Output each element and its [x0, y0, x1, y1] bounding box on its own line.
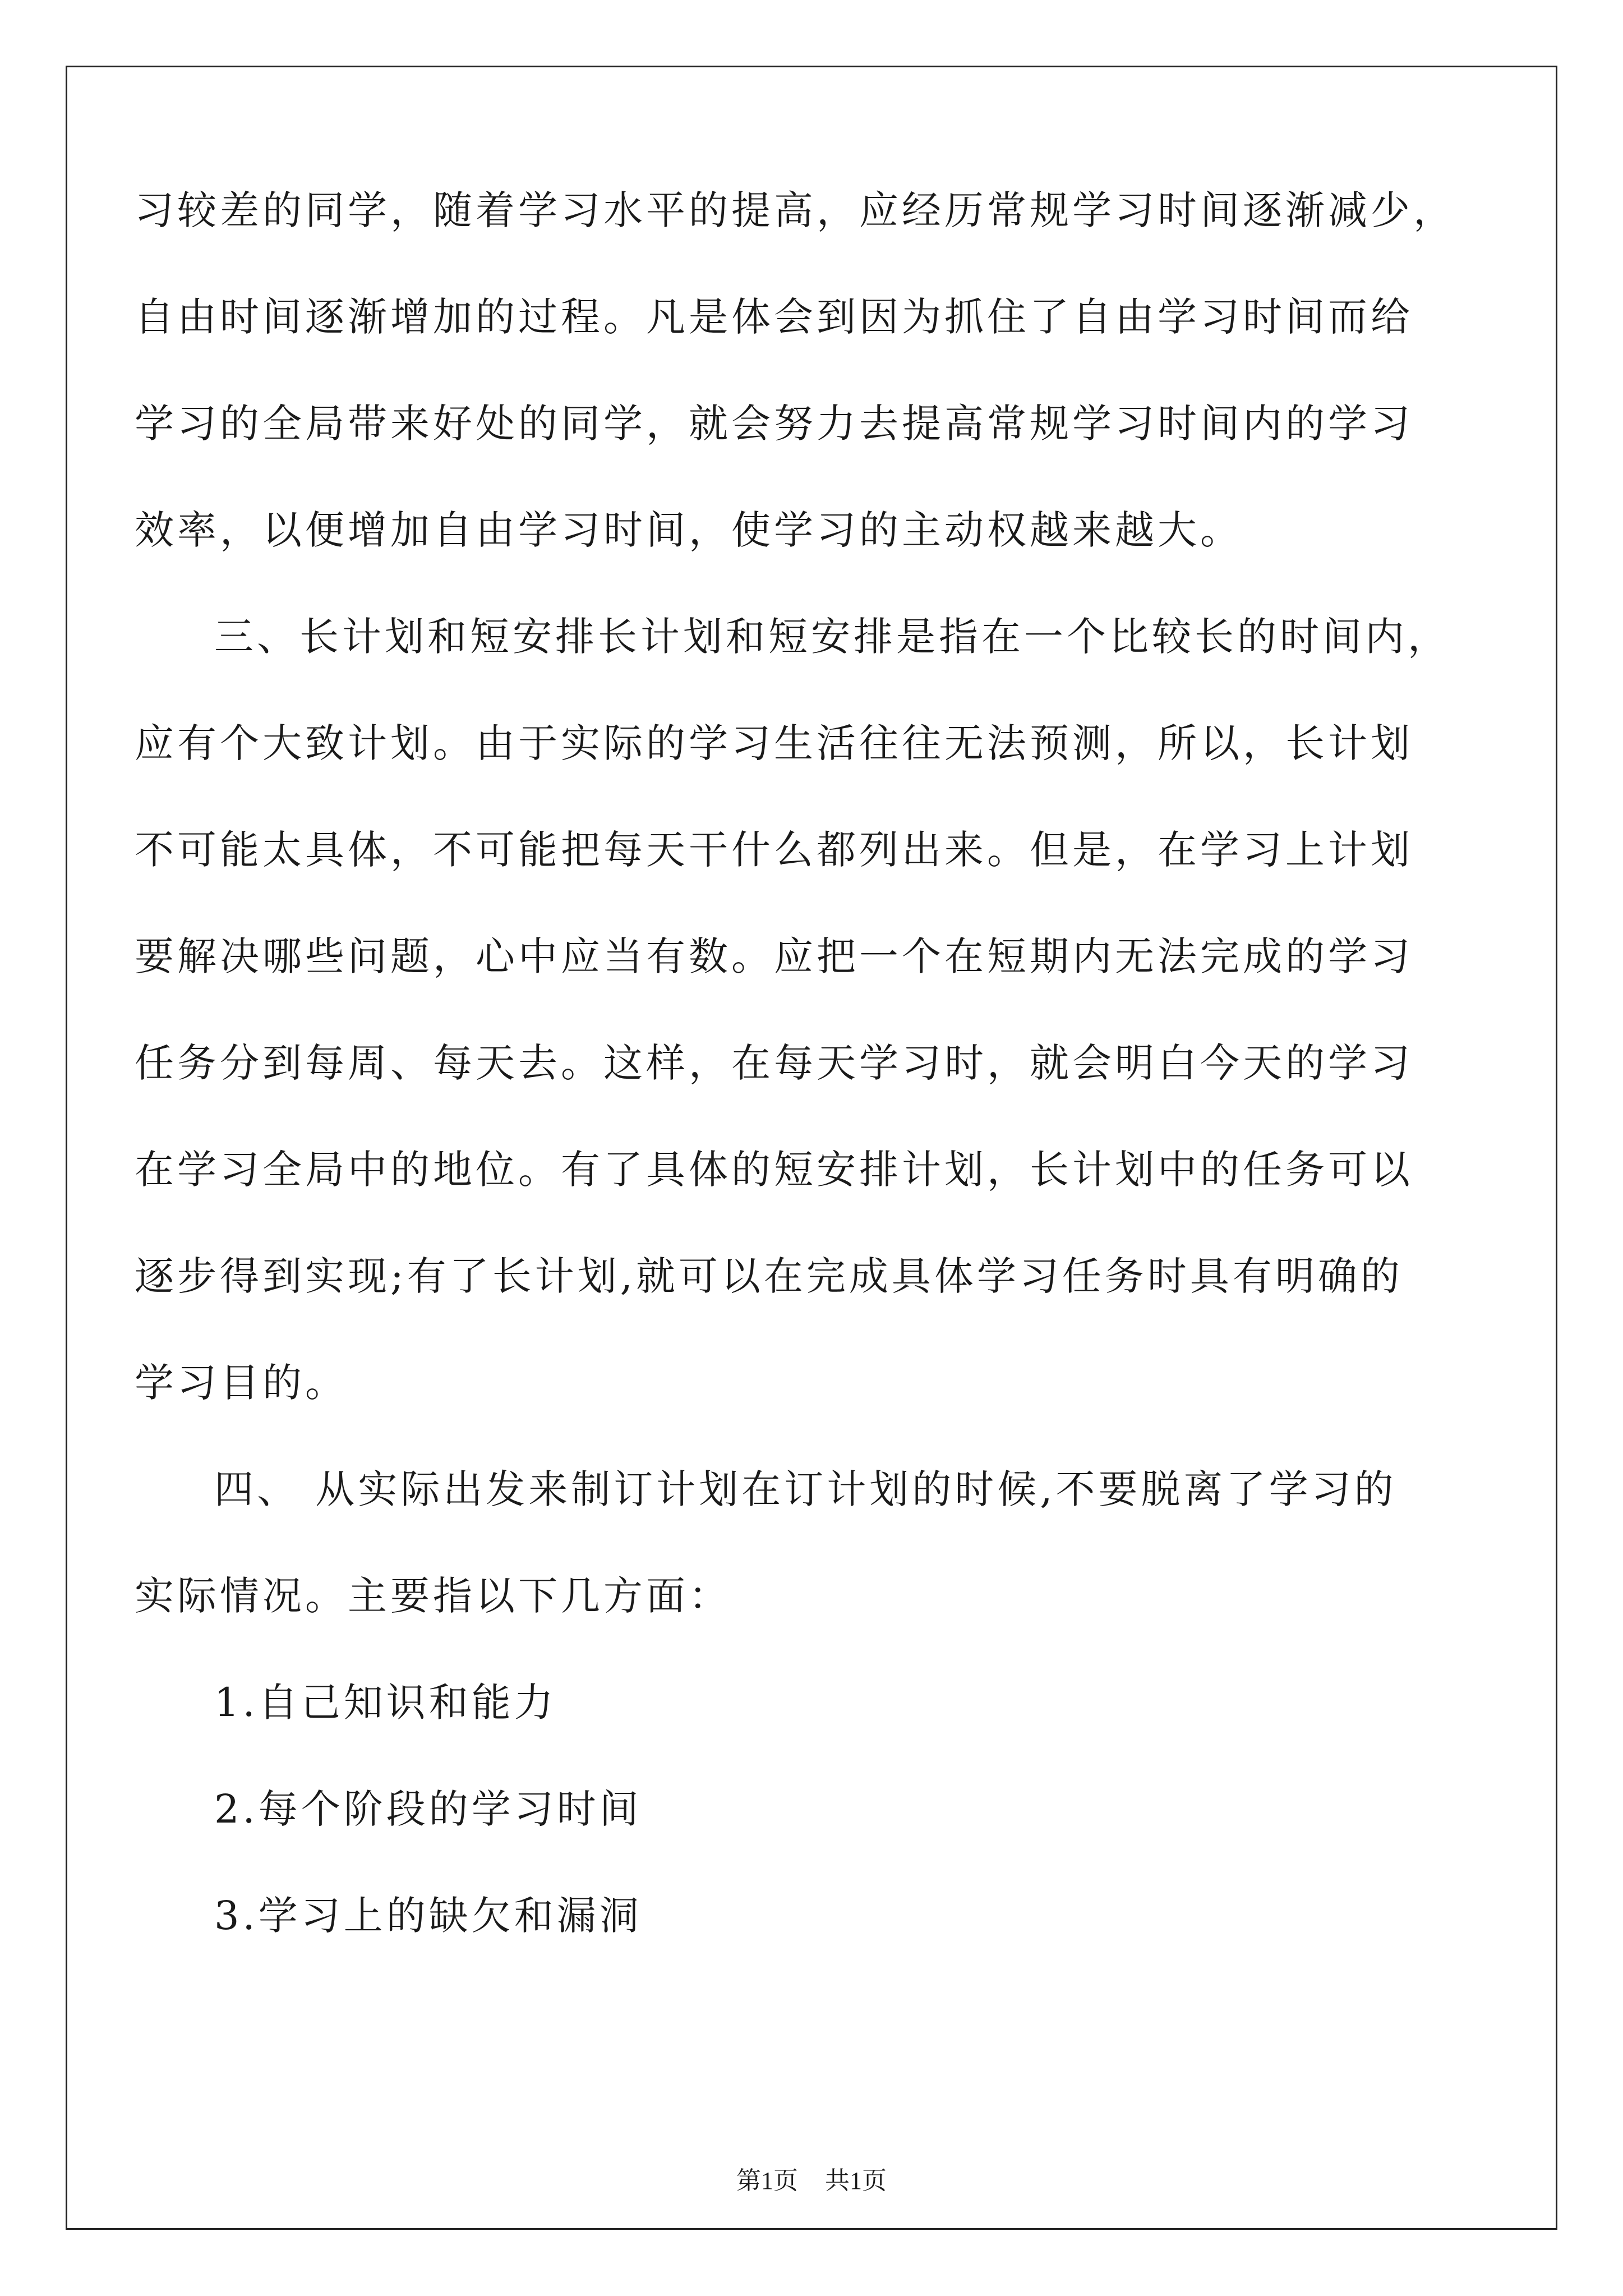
text-line: 任务分到每周、每天去。这样，在每天学习时，就会明白今天的学习: [135, 1040, 1413, 1086]
list-item: 1.自己知识和能力: [214, 1680, 557, 1726]
text-line: 在学习全局中的地位。有了具体的短安排计划，长计划中的任务可以: [135, 1147, 1413, 1193]
document-body: [135, 157, 1492, 1969]
text-line: 学习目的。: [135, 1360, 348, 1406]
text-line: 不可能太具体，不可能把每天干什么都列出来。但是，在学习上计划: [135, 827, 1413, 873]
list-item: 3.学习上的缺欠和漏洞: [214, 1893, 642, 1939]
text-line: 实际情况。主要指以下几方面：: [135, 1573, 731, 1619]
text-line: 应有个大致计划。由于实际的学习生活往往无法预测，所以，长计划: [135, 720, 1413, 766]
text-line: 学习的全局带来好处的同学，就会努力去提高常规学习时间内的学习: [135, 401, 1413, 447]
list-item: 2.每个阶段的学习时间: [214, 1786, 642, 1832]
text-line: 习较差的同学，随着学习水平的提高，应经历常规学习时间逐渐减少，: [135, 187, 1456, 233]
text-line: 逐步得到实现;有了长计划,就可以在完成具体学习任务时具有明确的: [135, 1253, 1403, 1299]
page-number-current: 第1页: [736, 2167, 798, 2194]
section-three-heading-line: 三、长计划和短安排长计划和短安排是指在一个比较长的时间内，: [214, 614, 1450, 660]
page-number-total: 共1页: [825, 2167, 887, 2194]
page-footer: [0, 2164, 1623, 2198]
text-line: 要解决哪些问题，心中应当有数。应把一个在短期内无法完成的学习: [135, 933, 1413, 979]
text-line: 效率，以便增加自由学习时间，使学习的主动权越来越大。: [135, 507, 1243, 553]
section-four-heading-line: 四、 从实际出发来制订计划在订计划的时候,不要脱离了学习的: [214, 1466, 1397, 1512]
text-line: 自由时间逐渐增加的过程。凡是体会到因为抓住了自由学习时间而给: [135, 294, 1413, 340]
